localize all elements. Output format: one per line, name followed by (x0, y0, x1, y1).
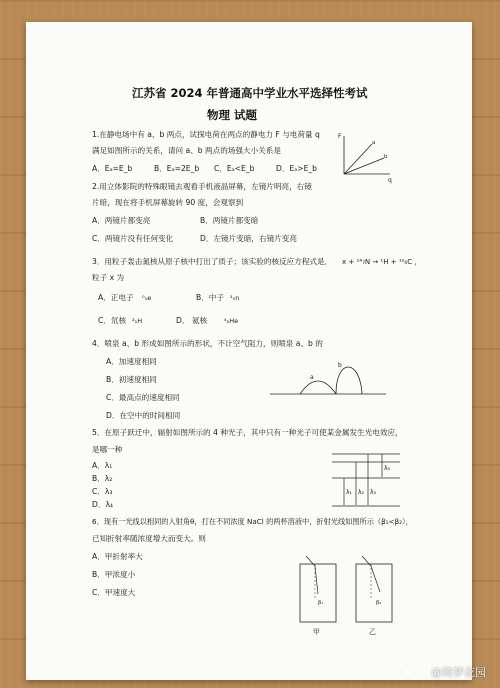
q4-option-d: D．在空中的时间相同 (106, 411, 181, 420)
page-title: 江苏省 2024 年普通高中学业水平选择性考试 (132, 86, 368, 100)
q6-option-a: A．甲折射率大 (92, 552, 143, 561)
q5-option-a: A．λ₁ (92, 461, 113, 470)
q1-fig-label-b: b (384, 154, 388, 160)
q6-option-c: C．甲速度大 (92, 588, 136, 597)
q6-fig-label-yi: 乙 (369, 628, 376, 636)
q3-option-a-symbol: ⁰₁e (142, 294, 152, 302)
q5-stem-line1: 5．在原子跃迁中，辐射如图所示的 4 种光子，其中只有一种光子可使某金属发生光电效应， (92, 428, 403, 437)
q3-stem-line2: 粒子 x 为 (92, 273, 125, 282)
q5-option-c: C．λ₃ (92, 487, 113, 496)
q6-refraction-figure (298, 554, 402, 642)
q6-stem-line1: 6．现有一光线以相同的入射角θ，打在不同浓度 NaCl 的两杯溶液中，折射光线如图所示（β₁<β₂）， (92, 517, 413, 526)
watermark: @绮梦花园 (431, 666, 486, 679)
q5-fig-label-l4: λ₄ (384, 465, 390, 472)
q6-option-b: B．甲浓度小 (92, 570, 136, 579)
q4-fig-label-b: b (338, 362, 342, 369)
q4-fountain-figure (270, 360, 390, 400)
q3-option-d: D． 氦核 (176, 316, 208, 325)
q5-energy-level-diagram (332, 450, 402, 510)
q1-fig-label-a: a (372, 140, 376, 146)
q6-fig-label-jia: 甲 (313, 628, 320, 636)
q4-option-c: C．最高点的速度相同 (106, 393, 180, 402)
q2-option-c: C．两镜片没有任何变化 (92, 234, 174, 243)
q1-fig-label-q: q (388, 177, 392, 184)
q3-option-c: C．氘核 (98, 316, 127, 325)
q6-stem-line2: 已知折射率随浓度增大而变大。则 (92, 534, 206, 543)
q4-stem: 4．喷泉 a、b 形成如图所示的形状，不计空气阻力，则喷泉 a、b 的 (92, 339, 323, 348)
q6-fig-label-b1: β₁ (318, 600, 324, 606)
q6-fig-label-b2: β₂ (376, 600, 382, 606)
page-subtitle: 物理 试题 (207, 108, 258, 122)
q1-stem-line1: 1.在静电场中有 a、b 两点，试探电荷在两点的静电力 F 与电荷量 q (92, 130, 320, 139)
q3-option-a: A．正电子 (98, 293, 134, 302)
q4-option-b: B．初速度相同 (106, 375, 157, 384)
q2-option-d: D．左镜片变暗，右镜片变亮 (200, 234, 297, 243)
q1-option-a: A．Eₐ=E_b (92, 164, 133, 173)
q5-option-b: B．λ₂ (92, 474, 113, 483)
q5-fig-label-l1: λ₁ (346, 489, 352, 496)
q3-option-d-symbol: ⁴₂He (224, 317, 239, 325)
q4-option-a: A．加速度相同 (106, 357, 157, 366)
q1-force-charge-graph (338, 130, 394, 184)
q2-stem-line2: 片暗，现在将手机屏幕旋转 90 度，会观察到 (92, 198, 244, 207)
q2-stem-line1: 2.用立体影院的特殊眼镜去观看手机液晶屏幕，左镜片明亮，右镜 (92, 182, 312, 191)
q1-option-b: B．Eₐ=2E_b (154, 164, 200, 173)
q1-option-c: C．Eₐ<E_b (214, 164, 255, 173)
q5-fig-label-l2: λ₂ (358, 489, 364, 496)
q5-fig-label-l3: λ₃ (370, 489, 376, 496)
q3-option-b: B．中子 (196, 293, 224, 302)
q2-option-b: B．两镜片都变暗 (200, 216, 259, 225)
q1-fig-label-f: F (338, 133, 342, 140)
q3-option-c-symbol: ²₁H (132, 317, 143, 325)
q3-stem-line1: 3．用粒子轰击氮核从原子核中打出了质子；该实验的核反应方程式是． (92, 257, 333, 266)
q1-stem-line2: 满足如图所示的关系，请问 a、b 两点的场强大小关系是 (92, 146, 281, 155)
q2-option-a: A．两镜片都变亮 (92, 216, 151, 225)
q5-option-d: D．λ₄ (92, 500, 113, 509)
q5-stem-line2: 是哪一种 (92, 445, 123, 454)
q3-equation: x + ¹⁴₇N → ¹H + ¹²₆C ， (342, 258, 422, 266)
q1-option-d: D．Eₐ>E_b (276, 164, 317, 173)
exam-paper (26, 22, 472, 680)
q4-fig-label-a: a (310, 374, 314, 381)
watermark-icon (401, 666, 414, 679)
q3-option-b-symbol: ¹₀n (230, 294, 240, 302)
